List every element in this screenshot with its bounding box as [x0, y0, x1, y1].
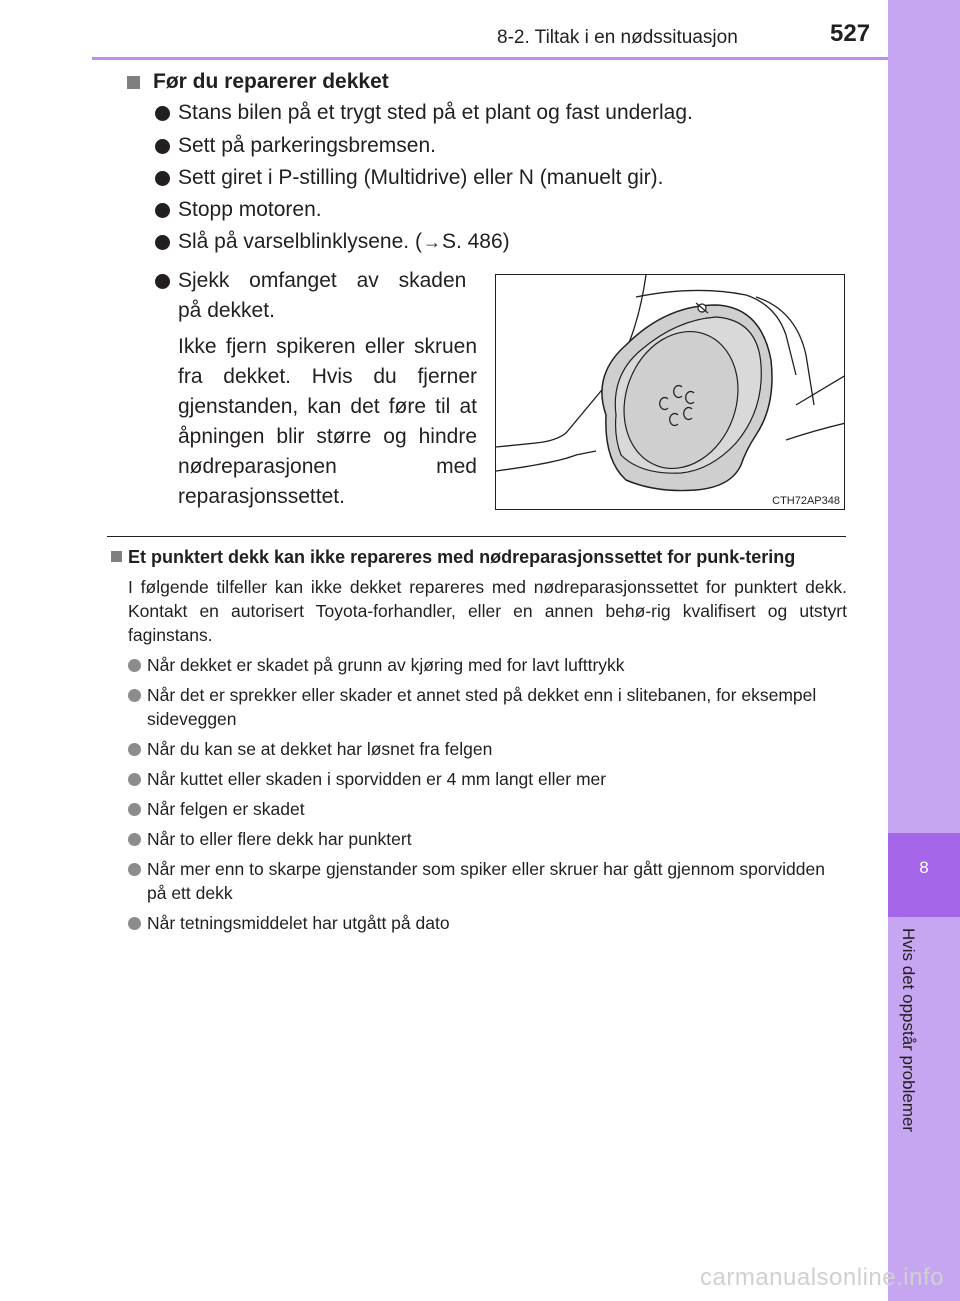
bullet-icon	[155, 106, 170, 121]
list-item-text: Når kuttet eller skaden i sporvidden er 4 mm langt eller mer	[147, 769, 607, 789]
step-text-after[interactable]: S. 486)	[441, 230, 510, 253]
page-reference-arrow-icon: →	[422, 231, 441, 252]
inspect-first-line: Sjekk omfanget av skaden	[178, 269, 467, 292]
list-item-text: Når felgen er skadet	[147, 799, 305, 819]
list-item	[128, 683, 847, 731]
tire-illustration	[495, 274, 845, 510]
step-text: Stans bilen på et trygt sted på et plant og fast underlag.	[178, 101, 693, 124]
list-item-text: Når det er sprekker eller skader et annet sted på dekket enn i slitebanen, for eksempel sideveggen	[147, 685, 817, 729]
bullet-icon	[155, 203, 170, 218]
bullet-icon	[128, 917, 141, 930]
chapter-number: 8	[919, 858, 929, 877]
step-item	[155, 134, 436, 158]
list-item	[128, 827, 847, 851]
inspect-body-text: Ikke fjern spikeren eller skruen fra dekket. Hvis du fjerner gjenstanden, kan det føre til at åpningen blir større og hindre nødreparasjonen med reparasjonssettet.	[178, 335, 477, 508]
step-text: Sett giret i P-stilling (Multidrive) eller N (manuelt gir).	[178, 166, 664, 189]
list-item	[128, 737, 847, 761]
step-text-before: Slå på varselblinklysene. (	[178, 230, 422, 253]
bullet-icon	[128, 803, 141, 816]
before-repair-heading-text: Før du reparerer dekket	[153, 70, 389, 93]
step-item	[155, 166, 663, 190]
figure-code: CTH72AP348	[772, 495, 840, 507]
bullet-icon	[128, 773, 141, 786]
inspect-second-line: på dekket.	[178, 299, 275, 322]
before-repair-heading	[127, 70, 389, 94]
step-item-hazard	[155, 230, 510, 254]
list-item	[128, 911, 847, 935]
step-text: Sett på parkeringsbremsen.	[178, 134, 436, 157]
cannot-repair-note	[111, 545, 847, 935]
section-divider	[107, 536, 846, 537]
bullet-icon	[128, 863, 141, 876]
cannot-repair-list	[128, 653, 847, 935]
step-text: Stopp motoren.	[178, 198, 322, 221]
bullet-icon	[155, 171, 170, 186]
list-item-text: Når mer enn to skarpe gjenstander som spiker eller skruer har gått gjennom sporvidden på ett dekk	[147, 859, 825, 903]
bullet-icon	[155, 235, 170, 250]
inspect-damage-item	[155, 266, 477, 512]
bullet-icon	[128, 659, 141, 672]
cannot-repair-heading	[111, 545, 847, 569]
list-item-text: Når dekket er skadet på grunn av kjøring med for lavt lufttrykk	[147, 655, 625, 675]
bullet-icon	[155, 139, 170, 154]
header-divider	[92, 57, 888, 60]
cannot-repair-intro: I følgende tilfeller kan ikke dekket repareres med nødreparasjonssettet for punktert dekk. Kontakt en autorisert Toyota-forhandler, eller en annen behø-rig kvalifisert og utstyrt faginstans.	[128, 577, 847, 645]
list-item	[128, 797, 847, 821]
section-square-icon	[111, 551, 122, 562]
list-item-text: Når du kan se at dekket har løsnet fra felgen	[147, 739, 493, 759]
watermark: carmanualsonline.info	[700, 1264, 944, 1291]
list-item-text: Når tetningsmiddelet har utgått på dato	[147, 913, 450, 933]
page-number: 527	[830, 20, 871, 47]
bullet-icon	[155, 274, 170, 289]
step-item	[155, 198, 322, 222]
section-square-icon	[127, 76, 140, 89]
chapter-title: Hvis det oppstår problemer	[899, 928, 918, 1133]
bullet-icon	[128, 689, 141, 702]
cannot-repair-heading-text: Et punktert dekk kan ikke repareres med nødreparasjonssettet for punk-tering	[128, 547, 796, 567]
list-item	[128, 653, 847, 677]
list-item-text: Når to eller flere dekk har punktert	[147, 829, 412, 849]
tire-with-nail-drawing	[496, 275, 845, 510]
bullet-icon	[128, 833, 141, 846]
step-item	[155, 101, 693, 125]
header-section-title: 8-2. Tiltak i en nødssituasjon	[497, 27, 738, 48]
bullet-icon	[128, 743, 141, 756]
list-item	[128, 767, 847, 791]
list-item	[128, 857, 847, 905]
